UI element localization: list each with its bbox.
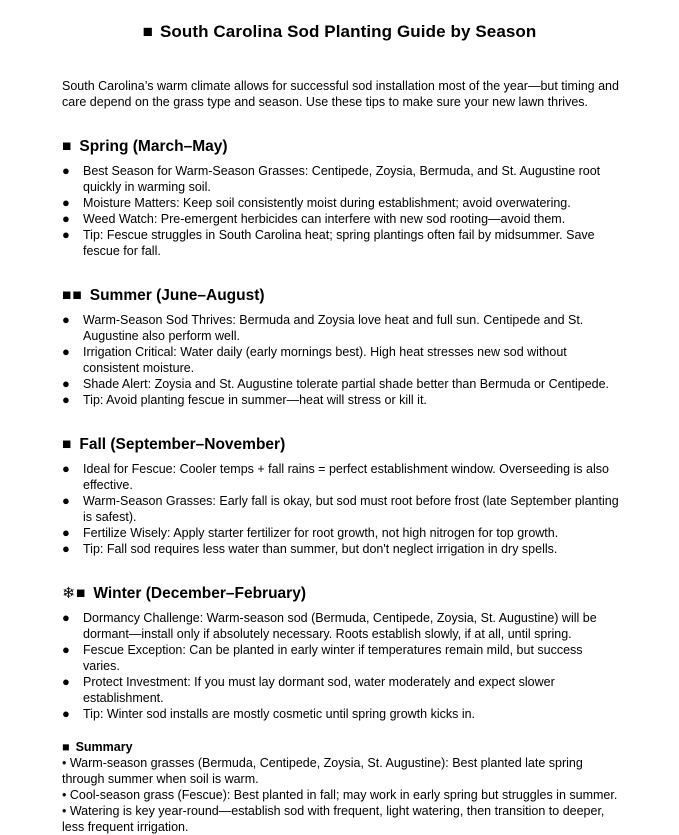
bullet-text: Tip: Fall sod requires less water than summer, but don't neglect irrigation in dry spells. xyxy=(83,542,558,556)
list-item xyxy=(62,227,622,259)
section-heading-text: Winter (December–February) xyxy=(93,585,306,602)
list-item xyxy=(62,376,622,392)
bullet-icon: ● xyxy=(62,674,70,689)
bullet-text: Protect Investment: If you must lay dormant sod, water moderately and expect slower establishment. xyxy=(83,675,555,705)
bullet-icon: ● xyxy=(62,541,70,556)
bullet-icon: ● xyxy=(62,525,70,540)
page-title xyxy=(0,22,679,42)
section-heading-text: Spring (March–May) xyxy=(79,138,228,155)
bullet-text: Irrigation Critical: Water daily (early mornings best). High heat stresses new sod without consistent moisture. xyxy=(83,345,567,375)
black-square-icon: ■ xyxy=(142,22,153,41)
list-item xyxy=(62,674,622,706)
summary-item: • Cool-season grass (Fescue): Best planted in fall; may work in early spring but struggles in summer. xyxy=(62,788,618,802)
summary-item: • Warm-season grasses (Bermuda, Centipede, Zoysia, St. Augustine): Best planted late spring through summer when soil is warm. xyxy=(62,756,583,786)
list-item xyxy=(62,312,622,344)
black-square-icon: ■ xyxy=(62,436,73,453)
summary-heading xyxy=(62,739,622,755)
bullet-icon: ● xyxy=(62,461,70,476)
list-item xyxy=(62,493,622,525)
bullet-text: Tip: Avoid planting fescue in summer—heat will stress or kill it. xyxy=(83,393,427,407)
summary-item: • Watering is key year-round—establish sod with frequent, light watering, then transition to deeper, less frequent irrigation. xyxy=(62,804,605,834)
bullet-text: Fertilize Wisely: Apply starter fertilizer for root growth, not high nitrogen for top growth. xyxy=(83,526,559,540)
bullet-icon: ● xyxy=(62,163,70,178)
black-squares-icon: ■■ xyxy=(62,287,83,304)
bullet-text: Weed Watch: Pre-emergent herbicides can interfere with new sod rooting—avoid them. xyxy=(83,212,566,226)
summary-heading-text: Summary xyxy=(75,740,133,754)
bullet-icon: ● xyxy=(62,227,70,242)
section-heading-text: Summer (June–August) xyxy=(89,287,265,304)
bullet-icon: ● xyxy=(62,706,70,721)
bullet-text: Tip: Fescue struggles in South Carolina heat; spring plantings often fail by midsummer. Save fescue for fall. xyxy=(83,228,595,258)
bullet-icon: ● xyxy=(62,493,70,508)
list-item xyxy=(62,163,622,195)
bullet-text: Tip: Winter sod installs are mostly cosmetic until spring growth kicks in. xyxy=(83,707,476,721)
bullet-list xyxy=(62,163,622,259)
section-fall xyxy=(62,435,622,557)
section-heading-text: Fall (September–November) xyxy=(79,436,286,453)
bullet-icon: ● xyxy=(62,195,70,210)
black-square-icon: ■ xyxy=(62,740,70,754)
bullet-text: Dormancy Challenge: Warm-season sod (Bermuda, Centipede, Zoysia, St. Augustine) will be dormant—install only if absolutely necessary. Roots establish slowly, if at all, until spring. xyxy=(83,611,597,641)
bullet-text: Fescue Exception: Can be planted in early winter if temperatures remain mild, but success varies. xyxy=(83,643,583,673)
bullet-icon: ● xyxy=(62,642,70,657)
bullet-text: Best Season for Warm-Season Grasses: Centipede, Zoysia, Bermuda, and St. Augustine root quickly in warming soil. xyxy=(83,164,601,194)
section-heading xyxy=(62,584,622,604)
list-item xyxy=(62,211,622,227)
section-spring xyxy=(62,137,622,259)
list-item xyxy=(62,706,622,722)
bullet-list xyxy=(62,461,622,557)
bullet-text: Moisture Matters: Keep soil consistently moist during establishment; avoid overwatering. xyxy=(83,196,571,210)
bullet-icon: ● xyxy=(62,344,70,359)
section-heading xyxy=(62,137,622,157)
bullet-icon: ● xyxy=(62,610,70,625)
document-body xyxy=(0,78,622,835)
bullet-list xyxy=(62,610,622,722)
bullet-icon: ● xyxy=(62,376,70,391)
section-heading xyxy=(62,435,622,455)
black-square-icon: ■ xyxy=(62,138,73,155)
snowflake-square-icon: ❄■ xyxy=(62,585,87,602)
bullet-text: Warm-Season Grasses: Early fall is okay, but sod must root before frost (late September planting is safest). xyxy=(83,494,619,524)
list-item xyxy=(62,541,622,557)
list-item xyxy=(62,610,622,642)
section-summer xyxy=(62,286,622,408)
page-title-text: South Carolina Sod Planting Guide by Season xyxy=(159,22,537,41)
bullet-text: Warm-Season Sod Thrives: Bermuda and Zoysia love heat and full sun. Centipede and St. Augustine also perform well. xyxy=(83,313,584,343)
list-item xyxy=(62,392,622,408)
bullet-list xyxy=(62,312,622,408)
list-item xyxy=(62,344,622,376)
list-item xyxy=(62,461,622,493)
bullet-icon: ● xyxy=(62,312,70,327)
bullet-text: Ideal for Fescue: Cooler temps + fall rains = perfect establishment window. Overseeding is also effective. xyxy=(83,462,609,492)
section-winter xyxy=(62,584,622,722)
section-heading xyxy=(62,286,622,306)
bullet-text: Shade Alert: Zoysia and St. Augustine tolerate partial shade better than Bermuda or Centipede. xyxy=(83,377,610,391)
list-item xyxy=(62,195,622,211)
bullet-icon: ● xyxy=(62,211,70,226)
list-item xyxy=(62,642,622,674)
summary-section xyxy=(62,739,622,835)
bullet-icon: ● xyxy=(62,392,70,407)
intro-paragraph: South Carolina’s warm climate allows for successful sod installation most of the year—but timing and care depend on the grass type and season. Use these tips to make sure your new lawn thrives. xyxy=(62,79,619,109)
list-item xyxy=(62,525,622,541)
